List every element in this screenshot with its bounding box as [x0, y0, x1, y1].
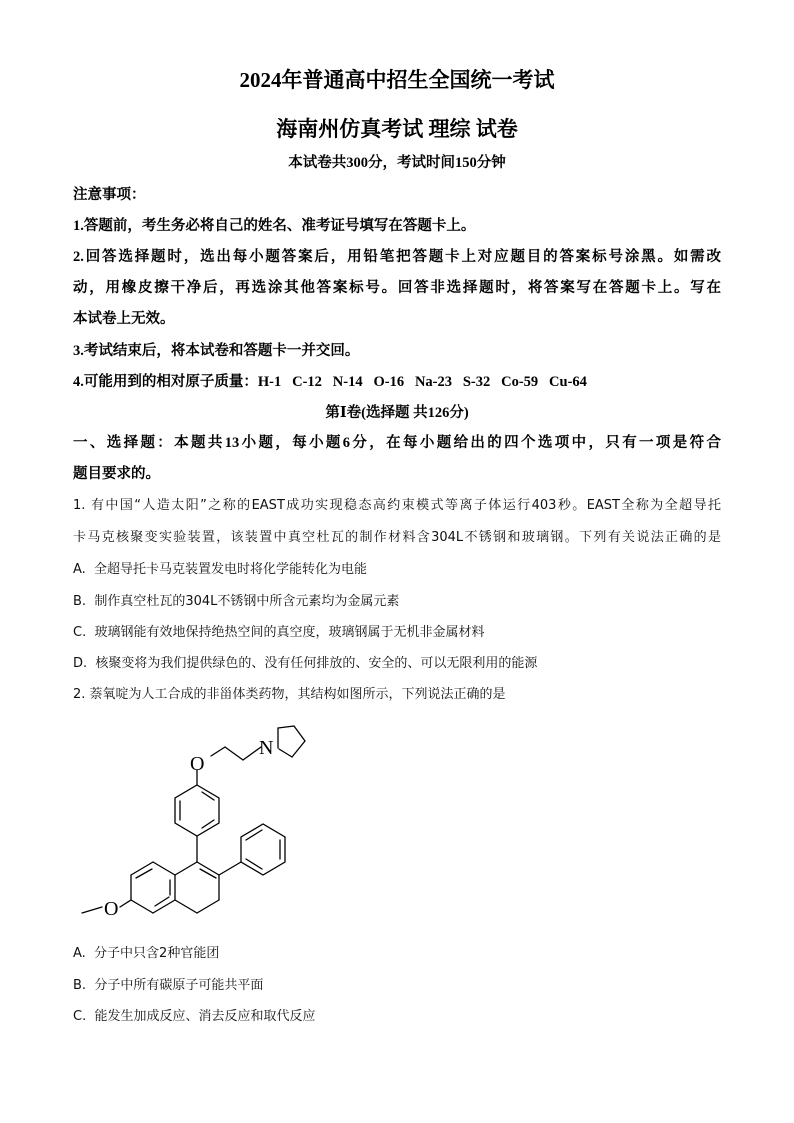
molecule-structure — [70, 720, 320, 935]
phenyl-ring — [241, 824, 285, 875]
bond-line — [131, 900, 153, 913]
bond-line — [197, 900, 219, 913]
bond-line — [279, 749, 292, 757]
bond-line — [219, 862, 241, 875]
question-1-option-d: D. 核聚变将为我们提供绿色的、没有任何排放的、安全的、可以无限利用的能源 — [73, 656, 538, 671]
question-1-option-a: A. 全超导托卡马克装置发电时将化学能转化为电能 — [73, 562, 368, 577]
section-instruction: 题目要求的。 — [73, 466, 160, 482]
note-item: 2.回答选择题时，选出每小题答案后，用铅笔把答题卡上对应题目的答案标号涂黑。如需改 — [73, 249, 721, 265]
bond-line — [225, 747, 243, 760]
bond-line — [246, 830, 262, 840]
exam-title: 2024年普通高中招生全国统一考试 — [239, 68, 555, 92]
question-1-stem: 卡马克核聚变实验装置，该装置中真空杜瓦的制作材料含304L不锈钢和玻璃钢。下列有关说法正确的是 — [73, 530, 721, 545]
bond-line — [153, 862, 175, 875]
section-title: 第Ⅰ卷(选择题 共126分) — [325, 405, 469, 421]
bond-line — [175, 900, 197, 913]
bond-line — [120, 900, 131, 907]
bond-line — [82, 907, 102, 913]
question-1-option-b: B. 制作真空杜瓦的304L不锈钢中所含元素均为金属元素 — [73, 594, 400, 609]
bond-line — [153, 900, 175, 913]
note-item: 动，用橡皮擦干净后，再选涂其他答案标号。回答非选择题时，将答案写在答题卡上。写在 — [73, 280, 721, 296]
phenoxy-ring — [175, 785, 219, 836]
note-item: 4.可能用到的相对原子质量：H-1 C-12 N-14 O-16 Na-23 S-32 Co-59 Cu-64 — [73, 374, 587, 390]
question-2-option-c: C. 能发生加成反应、消去反应和取代反应 — [73, 1009, 316, 1024]
nitrogen-label: N — [259, 737, 274, 759]
oxygen-label: O — [190, 753, 205, 775]
exam-info: 本试卷共300分，考试时间150分钟 — [288, 155, 506, 171]
bond-line — [246, 859, 262, 869]
question-1-option-c: C. 玻璃钢能有效地保持绝热空间的真空度，玻璃钢属于无机非金属材料 — [73, 625, 485, 640]
question-2-stem: 2. 萘氧啶为人工合成的非甾体类药物，其结构如图所示，下列说法正确的是 — [73, 687, 506, 702]
section-instruction: 一、选择题：本题共13小题，每小题6分，在每小题给出的四个选项中，只有一项是符合 — [73, 435, 721, 451]
bond-line — [294, 726, 305, 741]
bond-line — [292, 741, 305, 757]
notes-heading: 注意事项： — [73, 187, 146, 203]
question-2-option-a: A. 分子中只含2种官能团 — [73, 946, 220, 961]
note-item: 1.答题前，考生务必将自己的姓名、准考证号填写在答题卡上。 — [73, 218, 476, 234]
bond-line — [175, 862, 197, 875]
bond-line — [278, 726, 294, 728]
exam-subtitle: 海南州仿真考试 理综 试卷 — [276, 117, 518, 141]
note-item: 3.考试结束后，将本试卷和答题卡一并交回。 — [73, 343, 360, 359]
bond-line — [131, 862, 153, 875]
oxygen-label: O — [104, 898, 119, 920]
bond-line — [202, 792, 214, 800]
bond-line — [211, 747, 225, 756]
bond-line — [200, 869, 216, 878]
note-item: 本试卷上无效。 — [73, 311, 175, 327]
question-1-stem: 1. 有中国“人造太阳”之称的EAST成功实现稳态高约束模式等离子体运行403秒。EAST全称为全超导托 — [73, 498, 721, 513]
question-2-option-b: B. 分子中所有碳原子可能共平面 — [73, 978, 264, 993]
